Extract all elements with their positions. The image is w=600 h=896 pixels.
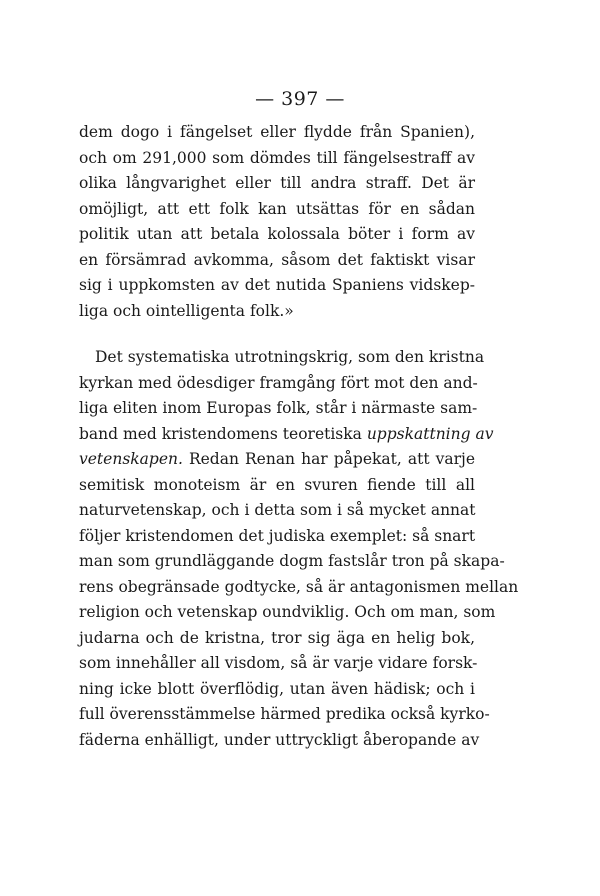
text-line: och om 291,000 som dömdes till fängelsestraff av [79, 148, 475, 167]
text-line: politik utan att betala kolossala böter i form av [79, 225, 475, 243]
text-line: omöjligt, att ett folk kan utsättas för en sådan [79, 199, 475, 218]
paragraph-continued [79, 120, 475, 324]
text-fragment: Redan Renan har påpekat, att varje [182, 450, 475, 468]
text-line: ning icke blott överflödig, utan även hädisk; och i [79, 679, 475, 698]
emphasized-text: uppskattning av [366, 424, 494, 443]
text-line: judarna och de kristna, tror sig äga en helig bok, [79, 628, 475, 647]
paragraph-new [79, 345, 519, 753]
text-line: liga och ointelligenta folk.» [79, 301, 294, 320]
text-line [79, 422, 494, 448]
text-fragment: band med kristendomens teoretiska [79, 424, 367, 443]
text-line: fäderna enhälligt, under uttryckligt åberopande av [79, 730, 480, 749]
text-line: som innehåller all visdom, så är varje vidare forsk- [79, 654, 478, 672]
text-line: religion och vetenskap oundviklig. Och om man, som [79, 603, 496, 621]
emphasized-text: vetenskapen. [79, 450, 183, 468]
text-line [79, 447, 475, 473]
text-line: följer kristendomen det judiska exemplet: så snart [79, 526, 476, 545]
text-line: kyrkan med ödesdiger framgång fört mot den and- [79, 373, 478, 392]
text-line: liga eliten inom Europas folk, står i närmaste sam- [79, 399, 478, 417]
text-line: rens obegränsade godtycke, så är antagonismen mellan [79, 577, 519, 596]
text-line: naturvetenskap, och i detta som i så mycket annat [79, 501, 476, 519]
text-line: en försämrad avkomma, såsom det faktiskt visar [79, 250, 475, 269]
text-line: olika långvarighet eller till andra straff. Det är [79, 174, 475, 192]
text-line: semitisk monoteism är en svuren fiende till all [79, 475, 475, 494]
page-number: — 397 — [255, 88, 345, 110]
text-line: Det systematiska utrotningskrig, som den kristna [95, 348, 485, 366]
text-line: full överensstämmelse härmed predika också kyrko- [79, 705, 490, 723]
text-line: man som grundläggande dogm fastslår tron på skapa- [79, 552, 505, 570]
text-line: sig i uppkomsten av det nutida Spaniens vidskep- [79, 276, 475, 294]
text-line: dem dogo i fängelset eller flydde från Spanien), [79, 123, 475, 141]
